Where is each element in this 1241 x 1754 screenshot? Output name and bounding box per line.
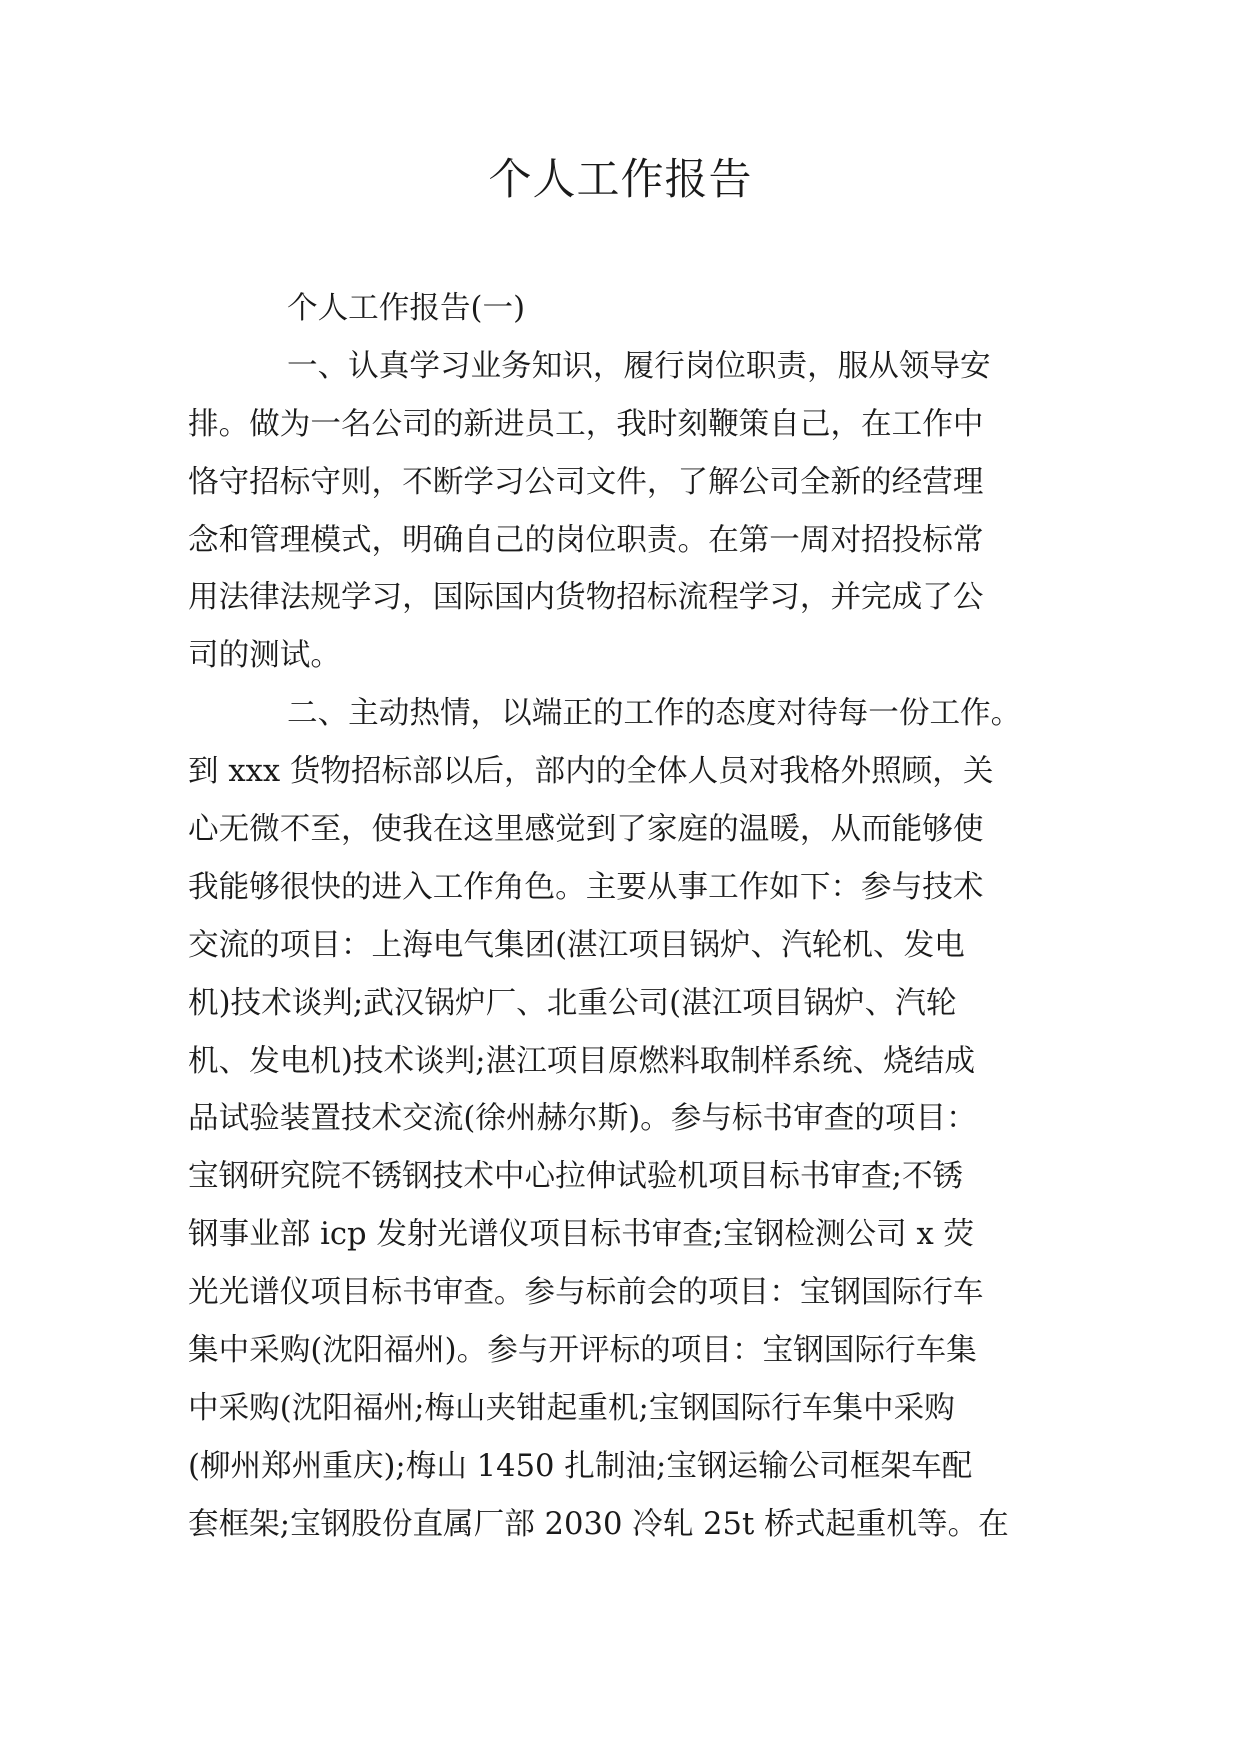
paragraph-line: 光光谱仪项目标书审查。参与标前会的项目：宝钢国际行车 (188, 1275, 984, 1311)
paragraph-line: 一、认真学习业务知识，履行岗位职责，服从领导安 (287, 348, 991, 384)
paragraph-line: 交流的项目：上海电气集团(湛江项目锅炉、汽轮机、发电 (188, 927, 965, 963)
paragraph-line: 排。做为一名公司的新进员工，我时刻鞭策自己，在工作中 (188, 406, 984, 442)
paragraph-line: 机、发电机)技术谈判;湛江项目原燃料取制样系统、烧结成 (188, 1043, 976, 1079)
paragraph-line: 恪守招标守则，不断学习公司文件，了解公司全新的经营理 (188, 464, 984, 500)
paragraph-line: 集中采购(沈阳福州)。参与开评标的项目：宝钢国际行车集 (188, 1333, 977, 1369)
paragraph-line: 念和管理模式，明确自己的岗位职责。在第一周对招投标常 (188, 522, 984, 558)
document-body (188, 280, 1050, 1554)
paragraph-line: (柳州郑州重庆);梅山 1450 扎制油;宝钢运输公司框架车配 (188, 1448, 973, 1484)
paragraph-line: 机)技术谈判;武汉锅炉厂、北重公司(湛江项目锅炉、汽轮 (188, 985, 957, 1021)
paragraph-line: 用法律法规学习，国际国内货物招标流程学习，并完成了公 (188, 580, 984, 616)
paragraph-line: 二、主动热情，以端正的工作的态度对待每一份工作。 (287, 696, 1022, 732)
paragraph-line: 套框架;宝钢股份直属厂部 2030 冷轧 25t 桥式起重机等。在 (188, 1506, 1009, 1542)
paragraph-line: 心无微不至，使我在这里感觉到了家庭的温暖，从而能够使 (188, 812, 984, 848)
paragraph-line: 中采购(沈阳福州;梅山夹钳起重机;宝钢国际行车集中采购 (188, 1390, 955, 1426)
paragraph-line: 司的测试。 (188, 638, 341, 674)
section-heading: 个人工作报告(一) (287, 291, 526, 326)
paragraph-line: 钢事业部 icp 发射光谱仪项目标书审查;宝钢检测公司 x 荧 (188, 1217, 975, 1253)
paragraph-line: 到 xxx 货物招标部以后，部内的全体人员对我格外照顾，关 (188, 754, 994, 790)
paragraph-line: 宝钢研究院不锈钢技术中心拉伸试验机项目标书审查;不锈 (188, 1159, 964, 1195)
paragraph-line: 品试验装置技术交流(徐州赫尔斯)。参与标书审查的项目： (188, 1101, 977, 1137)
document-title: 个人工作报告 (488, 155, 753, 205)
paragraph-line: 我能够很快的进入工作角色。主要从事工作如下：参与技术 (188, 869, 984, 905)
